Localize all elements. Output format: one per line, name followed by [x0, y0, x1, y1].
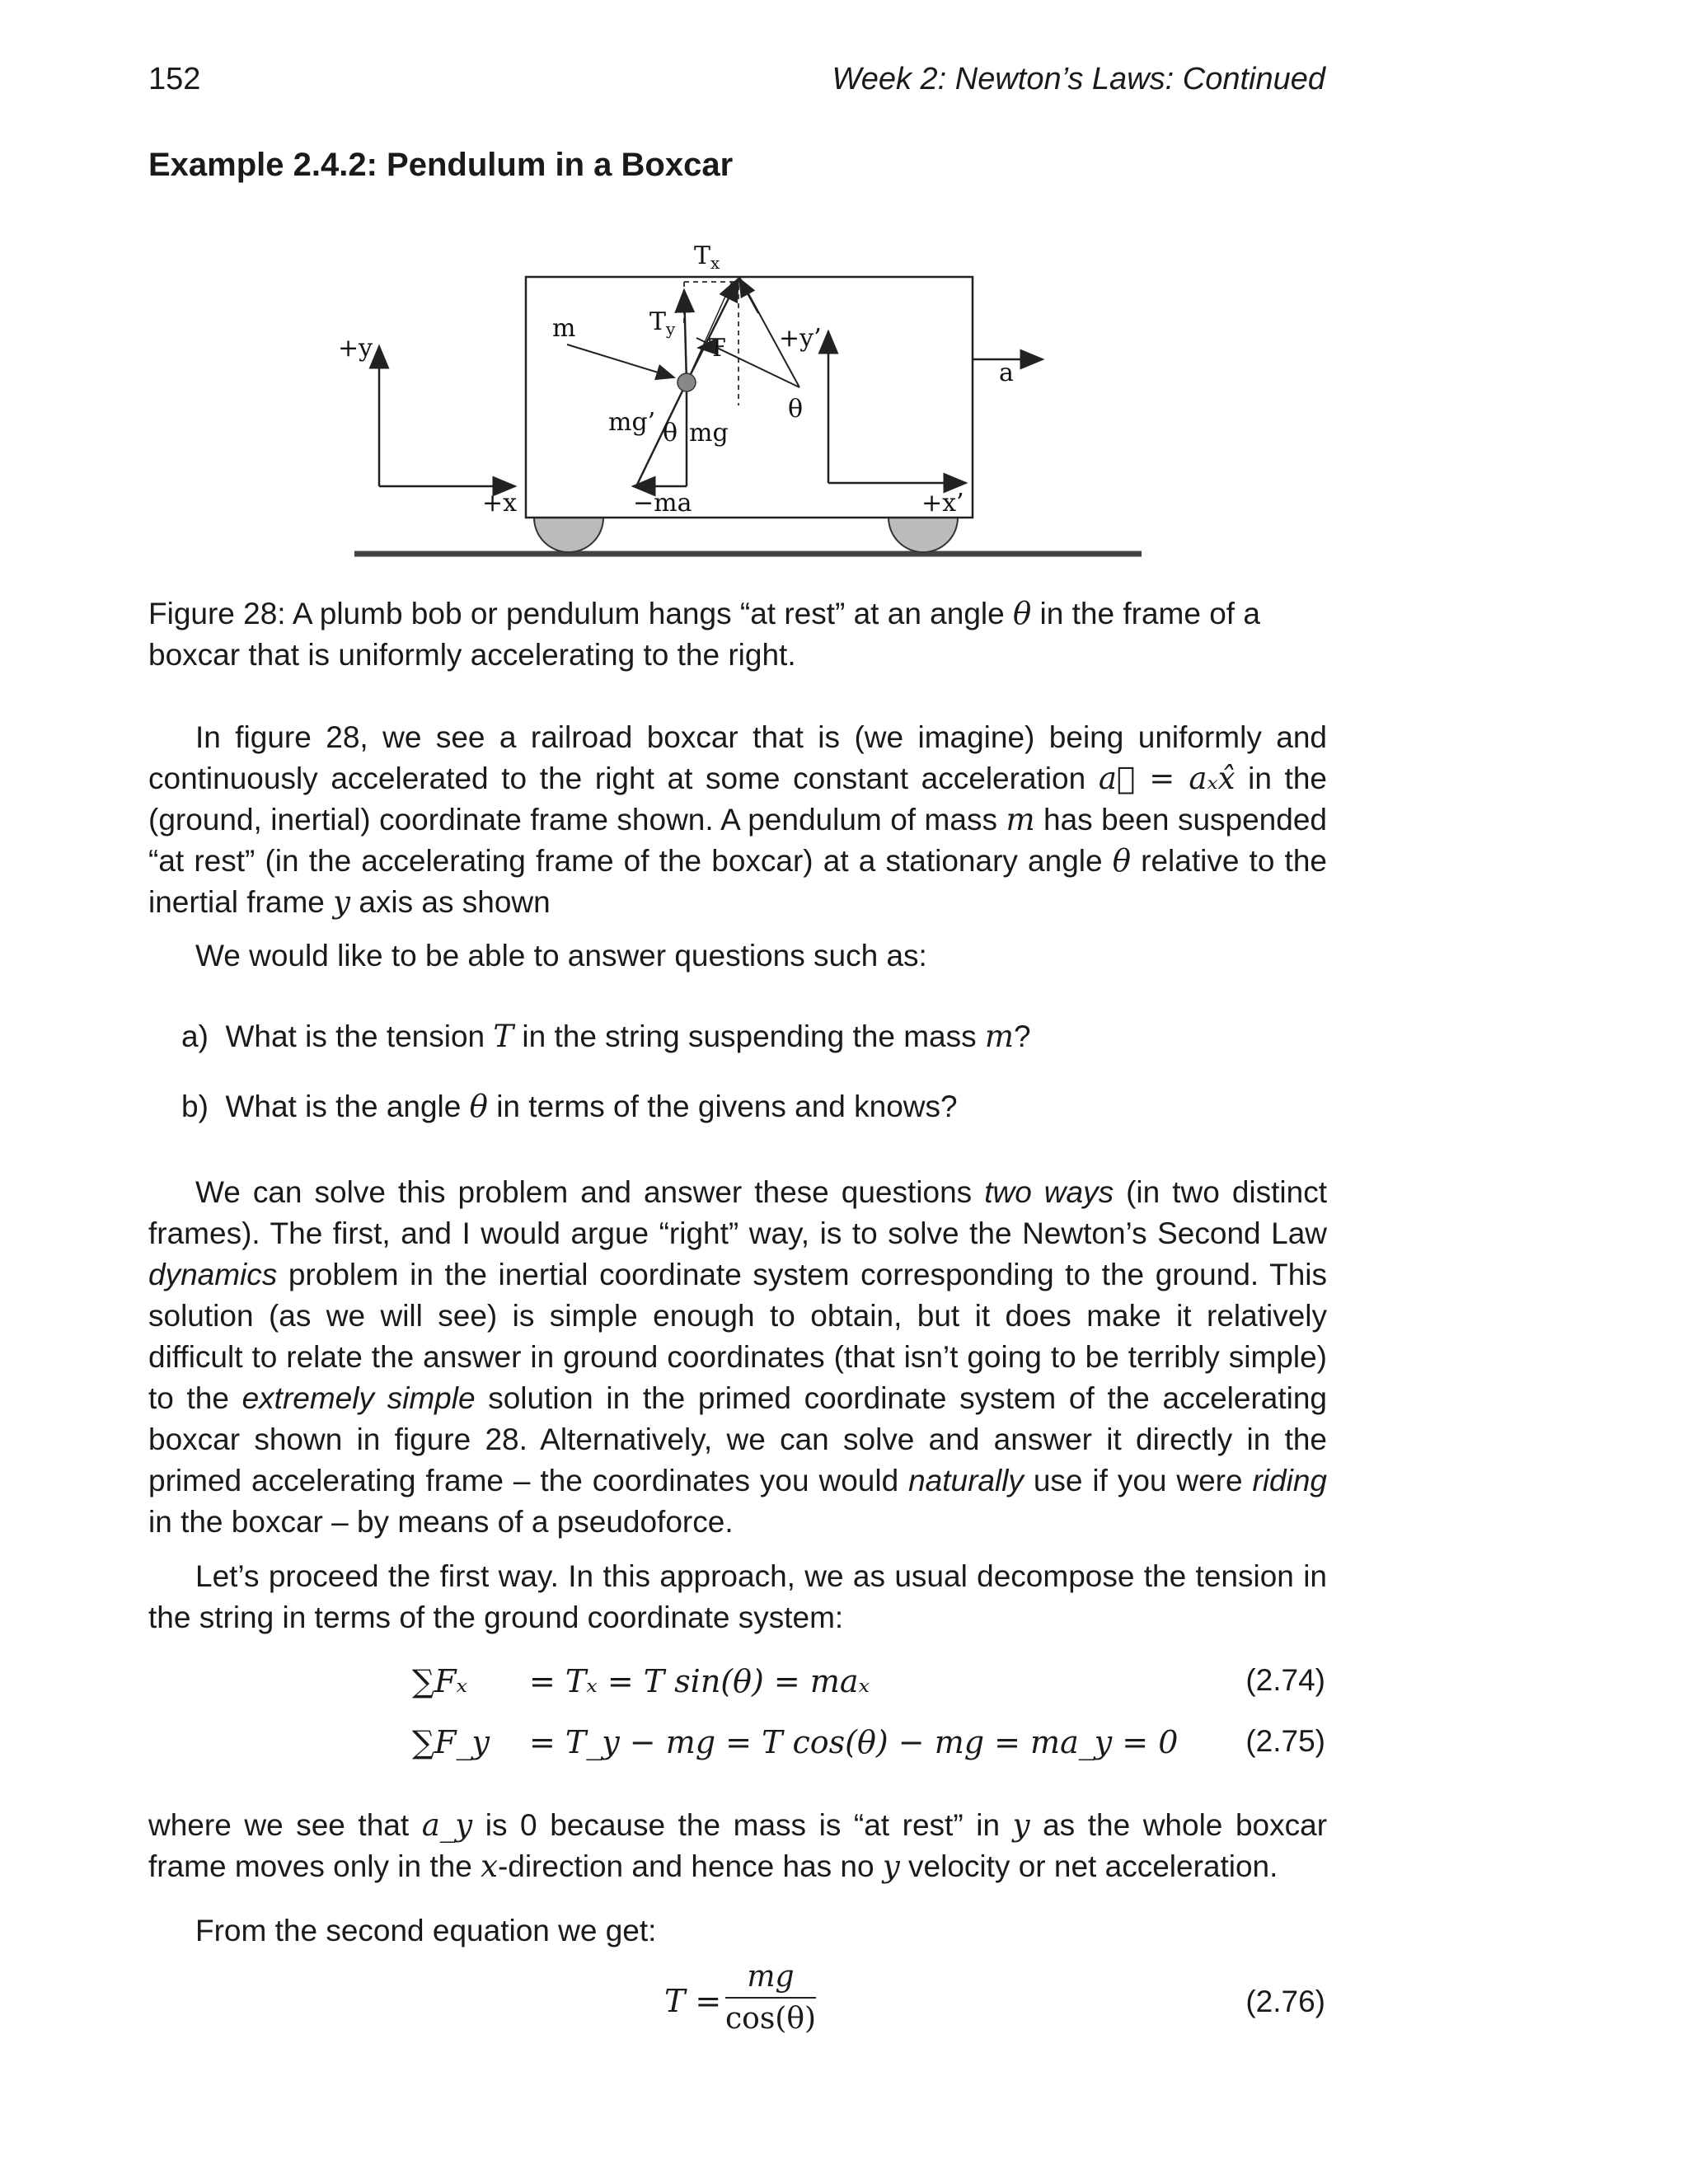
wheel-right [889, 518, 958, 552]
list-item-a: a) What is the tension T in the string suspending the mass m? [181, 1019, 1031, 1054]
eq-2-76-denominator: cos(θ) [725, 2002, 817, 2036]
label-plus-x-prime: +x’ [921, 489, 964, 518]
label-theta-right: θ [788, 395, 804, 424]
eq-2-76-lhs: T = [664, 1983, 722, 2019]
paragraph-1: In figure 28, we see a railroad boxcar that is (we imagine) being uniformly and continuously accelerated to the right at some constant acceleration a⃗ = aₓx̂ in the (ground, inertial) coordinate frame shown. A pendulum of mass m has been suspended “at rest” (in the accelerating frame of the boxcar) at a stationary angle θ relative to the inertial frame y axis as shown [148, 720, 1327, 920]
paragraph-2: We would like to be able to answer questions such as: [195, 939, 927, 972]
label-plus-y-prime: +y’ [779, 324, 822, 353]
label-mg-prime: mg’ [608, 408, 656, 437]
eq-2-75-rhs: = T_y − mg = T cos(θ) − mg = ma_y = 0 [529, 1724, 1179, 1760]
eq-2-74-rhs: = Tₓ = T sin(θ) = maₓ [529, 1663, 870, 1699]
eq-2-74-lhs: ∑Fₓ [412, 1663, 467, 1699]
eq-2-76-fraction [725, 1960, 816, 2036]
tension-vector [687, 279, 738, 382]
label-theta-center: θ [663, 419, 678, 448]
example-title: Example 2.4.2: Pendulum in a Boxcar [148, 147, 734, 183]
running-title: Week 2: Newton’s Laws: Continued [832, 62, 1325, 96]
figure-caption: Figure 28: A plumb bob or pendulum hangs “at rest” at an angle θ in the frame of a boxcar that is uniformly accelerating to the right. [148, 596, 1260, 672]
paragraph-6: From the second equation we get: [195, 1914, 657, 1947]
eq-2-75-number: (2.75) [1245, 1724, 1325, 1758]
eq-2-76-numerator: mg [725, 1960, 816, 1999]
page-number: 152 [148, 62, 201, 96]
wheel-left [534, 518, 603, 552]
pendulum-bob [678, 373, 696, 391]
label-tx: $T_x$ [694, 241, 720, 273]
paragraph-4: Let’s proceed the first way. In this approach, we as usual decompose the tension in the string in terms of the ground coordinate system: [148, 1559, 1327, 1634]
paragraph-5: where we see that a_y is 0 because the mass is “at rest” in y as the whole boxcar frame moves only in the x-direction and hence has no y velocity or net acceleration. [148, 1807, 1328, 1884]
label-t: T [709, 334, 726, 363]
eq-2-76-number: (2.76) [1245, 1985, 1325, 2018]
label-mg: mg [689, 419, 729, 448]
boxcar-body [526, 277, 973, 518]
label-minus-ma: −ma [633, 489, 692, 518]
paragraph-3: We can solve this problem and answer these questions two ways (in two distinct frames). The first, and I would argue “right” way, is to solve the Newton’s Second Law dynamics problem in the inertial coordinate system corresponding to the ground. This solution (as we will see) is simple enough to obtain, but it does make it relatively difficult to relate the answer in ground coordinates (that isn’t going to be terribly simple) to the extremely simple solution in the primed coordinate system of the accelerating boxcar shown in figure 28. Alternatively, we can solve and answer it directly in the primed accelerating frame – the coordinates you would naturally use if you were riding in the boxcar – by means of a pseudoforce. [148, 1175, 1327, 1539]
list-item-b: b) What is the angle θ in terms of the givens and knows? [181, 1089, 958, 1124]
label-plus-y: +y [338, 334, 373, 363]
label-plus-x: +x [482, 489, 518, 518]
label-m: m [552, 314, 576, 343]
label-a: a [999, 359, 1014, 387]
label-ty: $T_y$ [649, 307, 676, 339]
eq-2-74-number: (2.74) [1245, 1663, 1325, 1697]
boxcar-figure [330, 239, 1154, 569]
eq-2-75-lhs: ∑F_y [412, 1724, 490, 1760]
